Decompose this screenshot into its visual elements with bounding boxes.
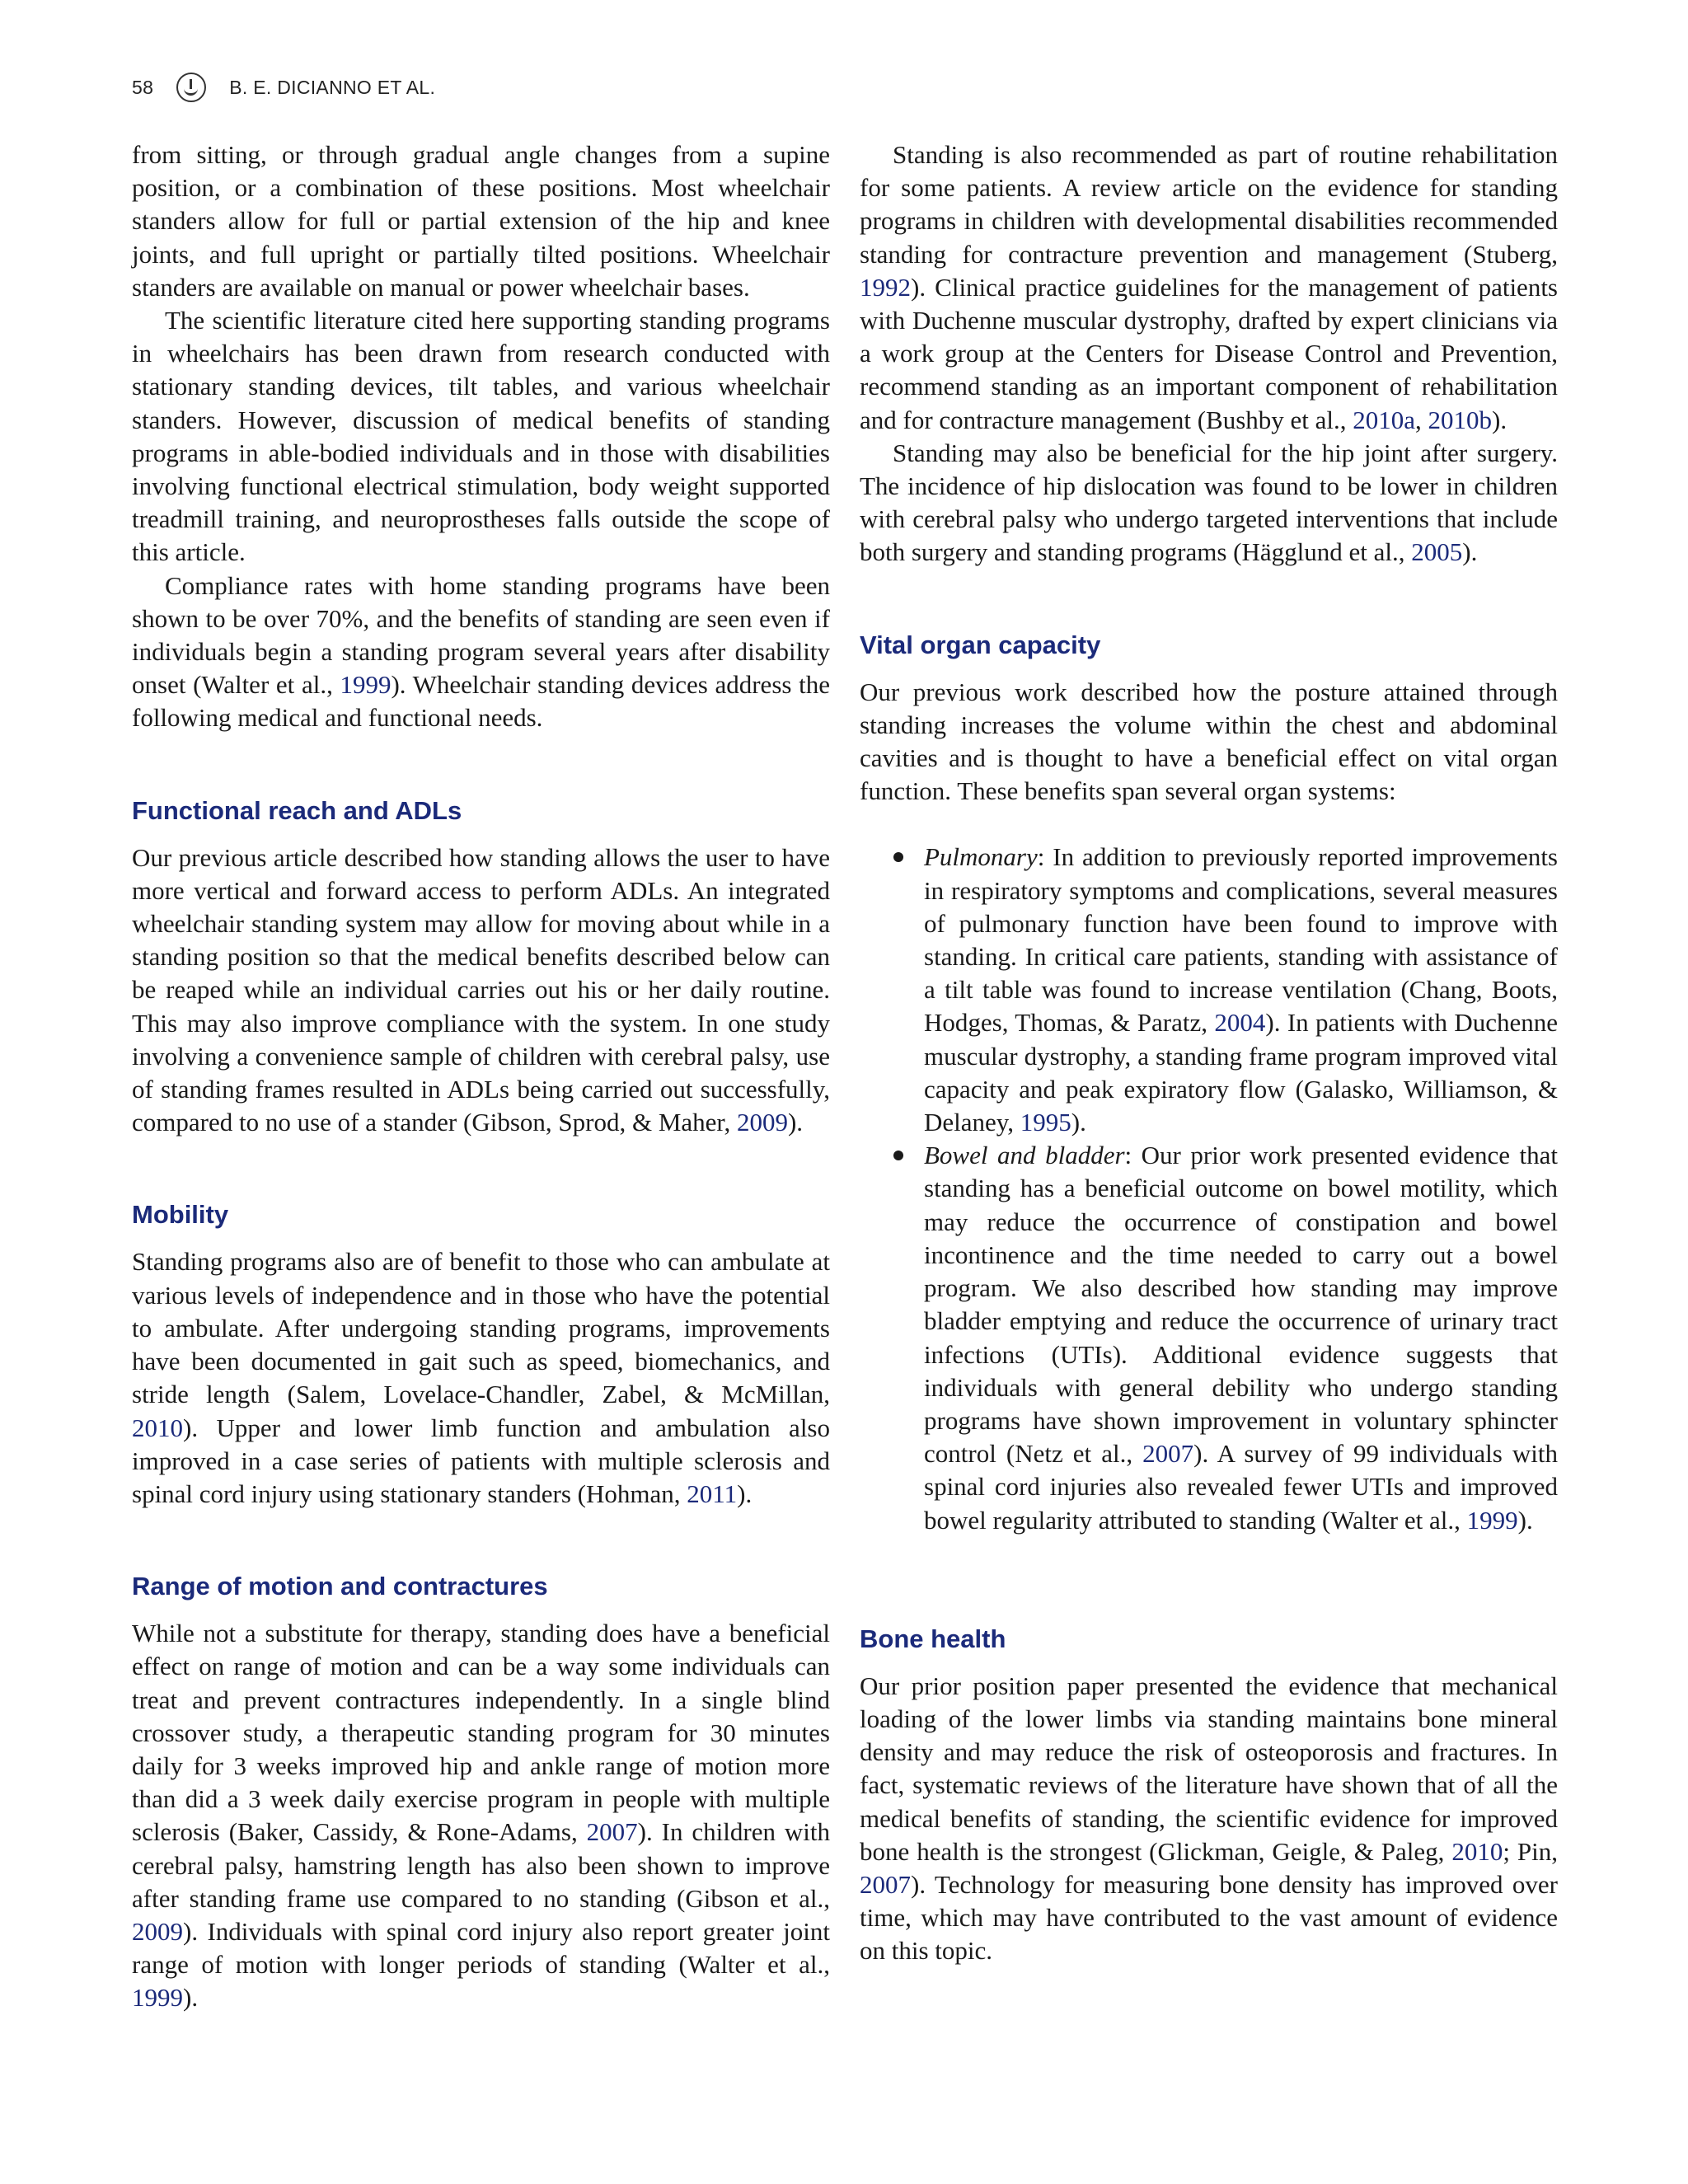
citation-link[interactable]: 2009 [736,1108,788,1137]
organ-system-list [860,841,1558,1536]
citation-link[interactable]: 2009 [132,1916,183,1946]
citation-link[interactable]: 2010b [1428,405,1493,434]
citation-link[interactable]: 1995 [1020,1108,1071,1137]
section-heading-range-of-motion: Range of motion and contractures [132,1572,548,1601]
list-item: Pulmonary: In addition to previously reported improvements in respiratory symptoms and complications, several measures of pulmonary function have been found to improve with standing. In critical care patients, standing with assistance of a tilt table was found to increase ventilation (Chang, Boots, Hodges, Thomas, & Paratz, 2004). In patients with Duchenne muscular dystrophy, a standing frame program improved vital capacity and peak expiratory flow (Galasko, Williamson, & Delaney, 1995). [860,841,1558,1139]
left-column [132,138,830,2015]
section-heading-bone-health: Bone health [860,1624,1006,1653]
paragraph: Our previous article described how standing allows the user to have more vertical and forward access to perform ADLs. An integrated wheelchair standing system may allow for moving about while in a standing position so that the medical benefits described below can be reaped while an individual carries out his or her daily routine. This may also improve compliance with the system. In one study involving a convenience sample of children with cerebral palsy, use of standing frames resulted in ADLs being carried out successfully, compared to no use of a stander (Gibson, Sprod, & Maher, 2009). [132,842,830,1137]
right-column [860,138,1558,1968]
citation-link[interactable]: 2010 [132,1413,183,1442]
section-heading-mobility: Mobility [132,1200,229,1230]
list-item-term: Pulmonary [924,842,1038,872]
section-heading-vital-organ: Vital organ capacity [860,630,1101,659]
citation-link[interactable]: 1999 [340,670,392,700]
list-item-term: Bowel and bladder [924,1141,1125,1170]
paragraph: The scientific literature cited here supporting standing programs in wheelchairs has been drawn from research conducted with stationary standing devices, tilt tables, and various wheelchair standers. However, discussion of medical benefits of standing programs in able-bodied individuals and in those with disabilities involving functional electrical stimulation, body weight supported treadmill training, and neuroprostheses falls outside the scope of this article. [132,306,830,567]
citation-link[interactable]: 1999 [132,1983,183,2013]
running-head-authors: B. E. DICIANNO ET AL. [229,76,436,98]
paragraph: While not a substitute for therapy, standing does have a beneficial effect on range of motion and can be a way some individuals can treat and prevent contractures independently. In a single blind crossover study, a therapeutic standing program for 30 minutes daily for 3 weeks improved hip and ankle range of motion more than did a 3 week daily exercise program in people with multiple sclerosis (Baker, Cassidy, & Rone-Adams, 2007). In children with cerebral palsy, hamstring length has also been shown to improve after standing frame use compared to no standing (Gibson et al., 2009). Individuals with spinal cord injury also report greater joint range of motion with longer periods of standing (Walter et al., 1999). [132,1619,831,2013]
journal-logo-icon [176,73,206,102]
citation-link[interactable]: 2010a [1353,405,1416,434]
citation-link[interactable]: 2004 [1214,1008,1266,1038]
citation-link[interactable]: 2010 [1451,1836,1503,1866]
paragraph: Standing is also recommended as part of routine rehabilitation for some patients. A review article on the evidence for standing programs in children with developmental disabilities recommended standing for contracture prevention and management (Stuberg, 1992). Clinical practice guidelines for the management of patients with Duchenne muscular dystrophy, drafted by expert clinicians via a work group at the Centers for Disease Control and Prevention, recommend standing as an important component of rehabilitation and for contracture management (Bushby et al., 2010a, 2010b). [860,140,1558,434]
citation-link[interactable]: 1992 [860,272,911,302]
list-item: Bowel and bladder: Our prior work presented evidence that standing has a beneficial outcome on bowel motility, which may reduce the occurrence of constipation and bowel incontinence and the time needed to carry out a bowel program. We also described how standing may improve bladder emptying and reduce the occurrence of urinary tract infections (UTIs). Additional evidence suggests that individuals with general debility who undergo standing programs have shown improvement in voluntary sphincter control (Netz et al., 2007). A survey of 99 individuals with spinal cord injuries also revealed fewer UTIs and improved bowel regularity attributed to standing (Walter et al., 1999). [860,1139,1558,1536]
citation-link[interactable]: 1999 [1466,1505,1518,1535]
citation-link[interactable]: 2007 [1142,1439,1194,1469]
citation-link[interactable]: 2007 [586,1817,638,1847]
paragraph: from sitting, or through gradual angle changes from a supine position, or a combination of these positions. Most wheelchair standers allow for full or partial extension of the hip and knee joints, and full upright or partially tilted positions. Wheelchair standers are available on manual or power wheelchair bases. [132,140,830,302]
paragraph: Our prior position paper presented the evidence that mechanical loading of the lower limbs via standing maintains bone mineral density and may reduce the risk of osteoporosis and fractures. In fact, systematic reviews of the literature have shown that of all the medical benefits of standing, the scientific evidence for improved bone health is the strongest (Glickman, Geigle, & Paleg, 2010; Pin, 2007). Technology for measuring bone density has improved over time, which may have contributed to the vast amount of evidence on this topic. [860,1671,1559,1966]
section-heading-functional-reach: Functional reach and ADLs [132,795,462,825]
running-header [132,71,435,104]
page-number: 58 [132,76,154,98]
paragraph: Standing may also be beneficial for the hip joint after surgery. The incidence of hip dislocation was found to be lower in children with cerebral palsy who undergo targeted interventions that include both surgery and standing programs (Hägglund et al., 2005). [860,438,1558,567]
citation-link[interactable]: 2005 [1411,537,1463,567]
citation-link[interactable]: 2011 [687,1479,738,1508]
citation-link[interactable]: 2007 [860,1869,911,1899]
paragraph: Compliance rates with home standing programs have been shown to be over 70%, and the benefits of standing are seen even if individuals begin a standing program several years after disability onset (Walter et al., 1999). Wheelchair standing devices address the following medical and functional needs. [132,570,830,733]
paragraph: Standing programs also are of benefit to those who can ambulate at various levels of independence and in those who have the potential to ambulate. After undergoing standing programs, improvements have been documented in gait such as speed, biomechanics, and stride length (Salem, Lovelace-Chandler, Zabel, & McMillan, 2010). Upper and lower limb function and ambulation also improved in a case series of patients with multiple sclerosis and spinal cord injury using stationary standers (Hohman, 2011). [132,1247,830,1508]
paragraph: Our previous work described how the posture attained through standing increases the volume within the chest and abdominal cavities and is thought to have a beneficial effect on vital organ function. These benefits span several organ systems: [860,677,1558,806]
